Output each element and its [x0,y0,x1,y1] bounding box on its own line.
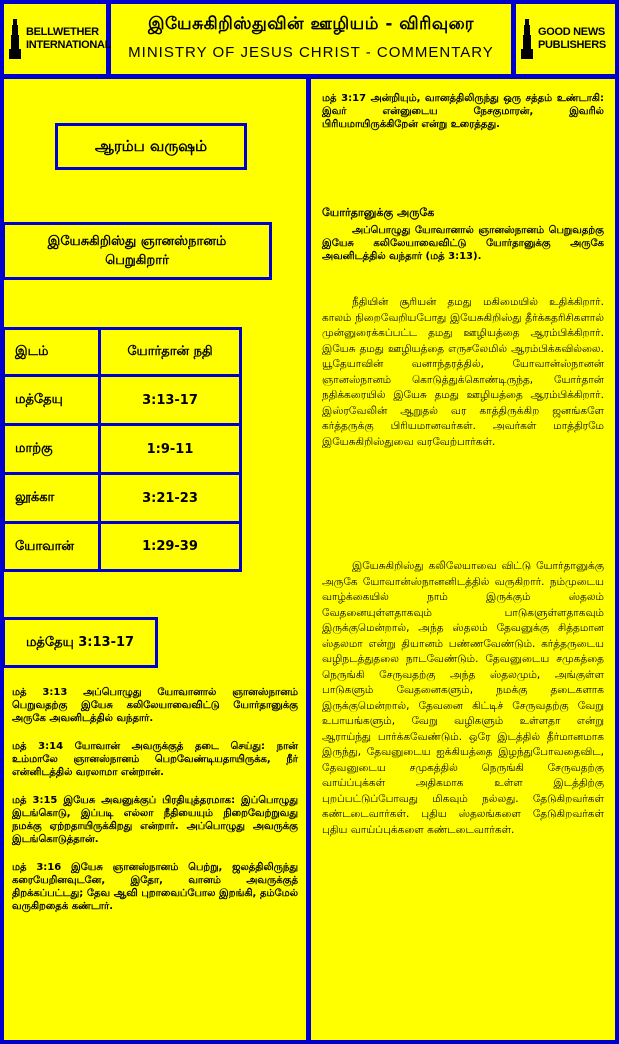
page-header [111,4,511,74]
table-row-ref: 1:29-39 [98,521,242,572]
passage-title: மத்தேயு 3:13-17 [2,617,158,668]
table-row-book: யோவான் [2,521,101,572]
verse-3-16: மத் 3:16 இயேசு ஞானஸ்நானம் பெற்று, ஜலத்திலிருந்து கரையேறினவுடனே, இதோ, வானம் அவருக்குத் திறக்கப்பட்டது; தேவ ஆவி புறாவைப்போல இறங்கி, தம்மேல் வருகிறதைக் கண்டார். [12,862,298,912]
section-title: ஆரம்ப வருஷம் [55,123,247,170]
verse-list [12,686,298,928]
table-row-ref: 1:9-11 [98,423,242,475]
table-header-place: இடம் [2,327,101,377]
verse-3-13: மத் 3:13 அப்பொழுது யோவானால் ஞானஸ்நானம் பெறுவதற்கு இயேசு கலிலேயாவைவிட்டு யோர்தானுக்கு அருகே அவனிடத்தில் வந்தார். [12,687,298,724]
tower-icon [8,19,22,59]
right-heading: யோர்தானுக்கு அருகே [322,206,435,219]
good-news-logo-text: GOOD NEWS PUBLISHERS [538,26,606,51]
intro-paragraph: அப்பொழுது யோவானால் ஞானஸ்நானம் பெறுவதற்கு இயேசு கலிலேயாவைவிட்டு யோர்தானுக்கு அருகே அவனிடத்தில் வந்தார் (மத் 3:13). [322,225,604,262]
table-row-book: லூக்கா [2,472,101,524]
table-row-book: மத்தேயு [2,374,101,426]
table-header-river: யோர்தான் நதி [98,327,242,377]
table-row-book: மாற்கு [2,423,101,475]
bellwether-logo-text: BELLWETHER INTERNATIONAL [26,26,112,51]
commentary-paragraph-1: நீதியின் சூரியன் தமது மகிமையில் உதிக்கிறார். காலம் நிறைவேறியபோது இயேசுகிறிஸ்து தீர்க்கதரிசிகளால் முன்னுரைக்கப்பட்ட தமது ஊழியத்தை ஆரம்பிக்கிறார். இயேசு தமது ஊழியத்தை எருசலேமில் ஆரம்பிக்கவில்லை. யூதேயாவின் வனாந்தரத்தில், யோவான்ஸ்நானன் ஞானஸ்நானம் கொடுத்துக்கொண்டிருந்த, யோர்தான் நதிக்கரையில் இயேசு தமது ஊழியத்தை ஆரம்பிக்கிறார். இஸ்ரவேலின் ஆறுதல் வர காத்திருக்கிற ஜனங்களே கர்த்தருக்கு பிரியமானவர்கள். அவர்கள் மாத்திரமே இயேசுகிறிஸ்துவை வரவேற்பார்கள். [322,296,604,448]
verse-3-17: மத் 3:17 அன்றியும், வானத்திலிருந்து ஒரு சத்தம் உண்டாகி: இவர் என்னுடைய நேசகுமாரன், இவரில் பிரியமாயிருக்கிறேன் என்று உரைத்தது. [322,93,604,130]
header-title-english: MINISTRY OF JESUS CHRIST - COMMENTARY [128,44,494,61]
header-title-tamil: இயேசுகிறிஸ்துவின் ஊழியம் - விரிவுரை [147,14,475,34]
good-news-logo [516,4,615,74]
verse-3-15: மத் 3:15 இயேசு அவனுக்குப் பிரதியுத்தரமாக: இப்பொழுது இடங்கொடு, இப்படி எல்லா நீதியையும் நிறைவேற்றுவது நமக்கு ஏற்றதாயிருக்கிறது என்றார். அப்பொழுது அவருக்கு இடங்கொடுத்தான். [12,795,298,845]
subtitle-box: இயேசுகிறிஸ்து ஞானஸ்நானம் பெறுகிறார் [2,222,272,280]
commentary-paragraph-2: இயேசுகிறிஸ்து கலிலேயாவை விட்டு யோர்தானுக்கு அருகே யோவான்ஸ்நானனிடத்தில் வருகிறார். நம்முடைய வாழ்க்கையில் நாம் இருக்கும் ஸ்தலம் வேதனையுள்ளதாகவும் பாடுகளுள்ளதாகவும் இருக்குமென்றால், அந்த ஸ்தலம் தேவனுக்கு சித்தமான ஸ்தலமா என்று தியானம் பண்ணவேண்டும். கர்த்தருடைய வழிநடத்துதலை நாடவேண்டும். தேவனுடைய சமுகத்தை நெருங்கி சேருவதற்கு அந்த ஸ்தலமும், அங்குள்ள பாடுகளும் வேதனைகளும், நமக்கு தடைகளாக இருக்குமென்றால், தேவனை கிட்டிச் சேருவதற்கு வேறு உபாயங்களும், வேறு வழிகளும் உள்ளதா என்று ஆராய்ந்து பார்க்கவேண்டும். ஒரே இடத்தில் தீர்மானமாக இருந்து, தேவனுடைய ஐக்கியத்தை இழந்துபோவதைவிட, தேவனுடைய சமுகத்தில் நெருங்கி சேருவதற்கு வாய்ப்புக்கள் அதிகமாக உள்ள இடத்திற்கு புறப்பட்டுப்போவது மிகவும் நல்லது. தேடுகிறவர்கள் கண்டடைவார்கள். புதிய ஸ்தலங்களை தேடுகிறவர்கள் புதிய வாய்ப்புக்களை கண்டடைவார்கள். [322,560,604,836]
tower-icon [520,19,534,59]
verse-3-14: மத் 3:14 யோவான் அவருக்குத் தடை செய்து: நான் உம்மாலே ஞானஸ்நானம் பெறவேண்டியதாயிருக்க, நீர் என்னிடத்தில் வரலாமா என்றான். [12,741,298,778]
table-row-ref: 3:21-23 [98,472,242,524]
bellwether-logo [4,4,112,74]
table-row-ref: 3:13-17 [98,374,242,426]
